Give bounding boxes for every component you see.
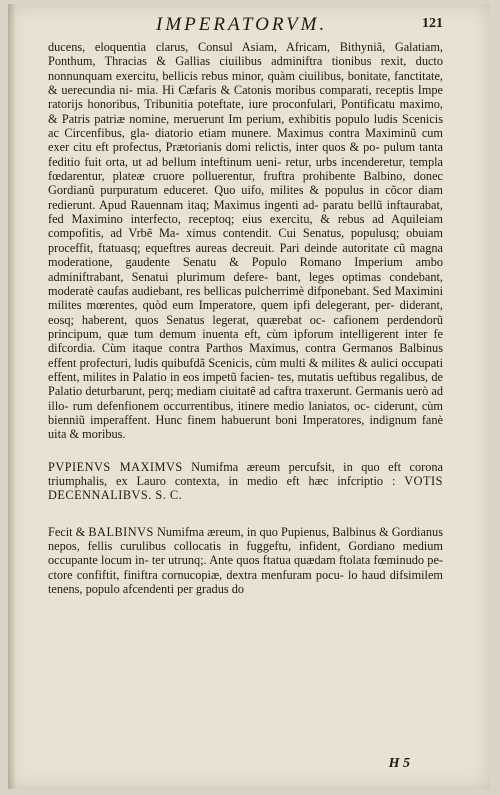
page-header: [48, 14, 443, 40]
coin-entry-balbinus: [48, 525, 443, 597]
signature-mark: H 5: [388, 756, 410, 771]
entry2-lead: Fecit &: [48, 524, 89, 539]
entry1-text: Numifma æreum percufsit, in quo eft corona triumphalis, ex Lauro contexta, in medio eft hæc infcriptio :: [48, 459, 443, 488]
text-block: [48, 40, 443, 596]
entry2-name: BALBINVS: [88, 524, 154, 539]
page-number: 121: [422, 16, 443, 31]
entry1-inscription: VOTIS DECENNALIBVS. S. C.: [48, 473, 443, 503]
running-head: IMPERATORVM.: [156, 14, 328, 35]
coin-entry-pupienus: [48, 460, 443, 503]
entry1-name: PVPIENVS MAXIMVS: [48, 459, 183, 474]
main-paragraph: ducens, eloquentia clarus, Consul Asiam, Africam, Bithyniã, Galatiam, Ponthum, Thracias & Gallias ciuilibus adminiftra tionibus rexit, ducto nonnunquam exercitu, bellicis rebus minor, quàm ciuilibus, bonitate, fanctitate, & uerecundia ni- mia. Hi Cæfaris & Catonis moribus comparati, receptis Impe ratorijs honoribus, Tribunitia poteftate, iure proconfulari, Pontificatu maximo, & Patris patriæ nomine, meruerunt Im perium, exhibitis populo ludis Scenicis ac Circenfibus, gla- diatorio etiam munere. Maximus contra Maximinũ cum exer citu eft profectus, Prætorianis domi relictis, inter quos & po- pulum tanta feditio fuit orta, ut ad bellum inteftinum ueni- retur, urbs incenderetur, templa fœdarentur, plateæ cruore polluerentur, fruftra prohibente Balbino, donec Gordianũ purpuratum educeret. Quo uifo, milites & populus in cõcor diam redierunt. Apud Rauennam itaq; Maximus ingenti ad- paratu bellũ inftaurabat, fed Maximino interfecto, receptoq; eius exercitu, & rebus ad Aquileiam compofitis, ad Vrbẽ Ma- ximus contendit. Cui Senatus, populusq; obuiam proceffit, ftatuasq; equeftres aureas decreuit. Pari deinde autoritate cũ magna moderatione, gaudente Senatu & Populo Romano Imperium ambo adminiftrabant, Senatui plurimum defere- bant, leges optimas condebant, moderatè caufas audiebant, res bellicas pulcherrimè difponebant. Sed Maximini milites mœrentes, quòd eum Imperatore, quem ipfi delegerant, per- diderant, eosq; haberent, quos Senatus legerat, quærebat oc- cafionem perdendorũ principum, quæ tum demum inuenta eft, cùm ipforum intelligerent inter fe difcordia. Cùm itaque contra Parthos Maximus, contra Germanos Balbinus effent profecturi, ludis quibufdã Scenicis, cùm multi & milites & aulici occupati effent, milites in Palatio in eos impetũ facien- tes, mutatis ueftibus regalibus, de Palatio deturbarunt, perq; mediam ciuitatẽ ad caftra traxerunt. Germanis uerò ad illo- rum defenfionem occurrentibus, itinere medio laniatos, oc- ciderunt, cùm bienniũ imperaffent. Hunc finem habuerunt boni Imperatores, indignum fanè uita & moribus.: [48, 40, 443, 442]
book-page: [8, 4, 490, 789]
entry2-text: Numifma æreum, in quo Pupienus, Balbinus & Gordianus nepos, fellis curulibus collocatis in fuggeftu, infident, Gordiano medium occupante locum in- ter utrunq;. Ante quos ftatua quædam ftolata fœminudo pe- ctore confiftit, finiftra cornucopiæ, dextra menfuram pocu- lo haud difsimilem tenens, populo afcendenti per gradus do: [48, 524, 443, 597]
page-gutter-shadow: [8, 4, 16, 789]
